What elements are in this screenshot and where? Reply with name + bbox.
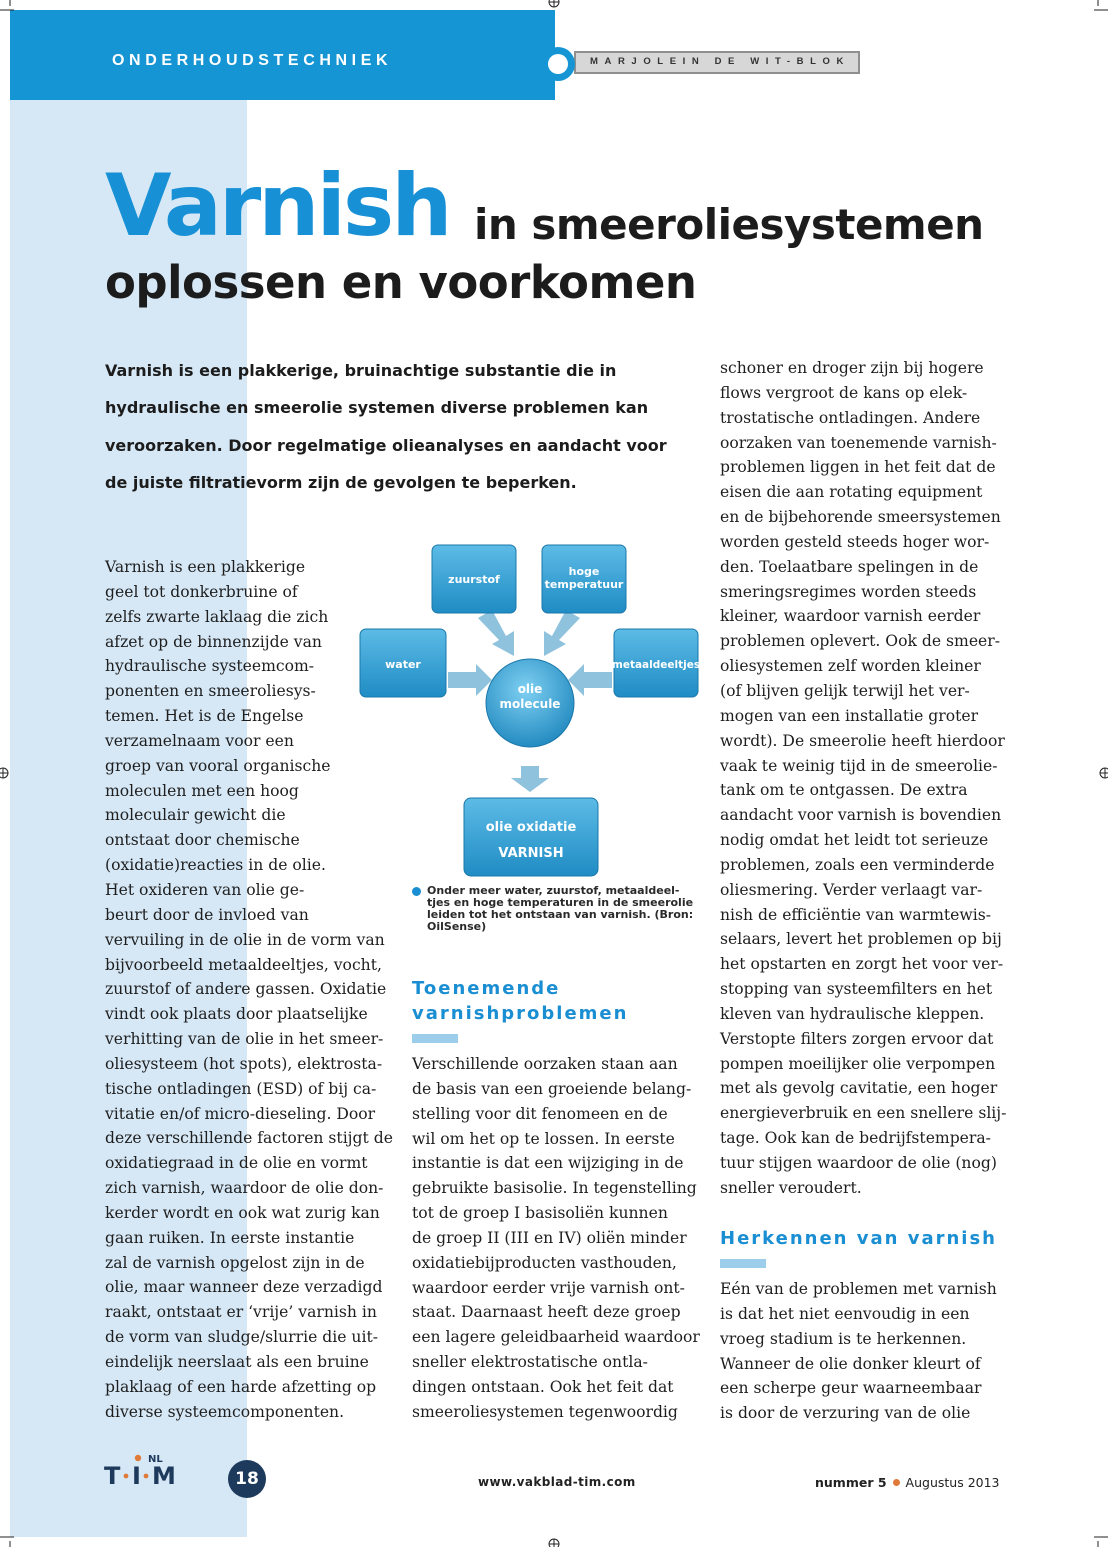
text-line: groep van vooral organische xyxy=(105,756,331,775)
text-line: stelling voor dit fenomeen en de xyxy=(412,1104,668,1123)
text-line: moleculen met een hoog xyxy=(105,781,299,800)
issue-dot-icon xyxy=(893,1479,900,1486)
caption-line: tjes en hoge temperaturen in de smeerolie xyxy=(427,896,694,909)
logo-dot-icon xyxy=(135,1455,141,1461)
text-line: tische ontladingen (ESD) of bij ca- xyxy=(105,1079,377,1098)
text-line: is dat het niet eenvoudig in een xyxy=(720,1304,970,1323)
text-line: worden gesteld steeds hoger wor- xyxy=(720,532,990,551)
text-line: sneller veroudert. xyxy=(720,1178,862,1197)
text-line: Varnish is een plakkerige xyxy=(105,558,306,576)
text-line: vaak te weinig tijd in de smeerolie- xyxy=(720,756,998,775)
text-line: met als gevolg cavitatie, een hoger xyxy=(720,1079,998,1098)
text-line: een scherpe geur waarneembaar xyxy=(720,1379,982,1398)
text-line: olie, maar wanneer deze verzadigd xyxy=(105,1278,383,1297)
intro-line: de juiste filtratievorm zijn de gevolgen te beperken. xyxy=(105,472,577,492)
text-line: moleculair gewicht die xyxy=(105,806,286,825)
text-line: vroeg stadium is te herkennen. xyxy=(720,1329,967,1348)
text-line: oliesysteem (hot spots), elektrosta- xyxy=(105,1054,383,1073)
issue-date: Augustus 2013 xyxy=(905,1475,1000,1490)
label-olie-oxidatie: olie oxidatie xyxy=(485,820,577,835)
text-line: tage. Ook kan de bedrijfstempera- xyxy=(720,1129,991,1148)
text-line: vitatie en/of micro-dieseling. Door xyxy=(105,1104,376,1123)
text-line: Wanneer de olie donker kleurt of xyxy=(720,1354,981,1373)
arrow-down xyxy=(511,766,549,792)
text-line: wil om het op te lossen. In eerste xyxy=(412,1129,675,1148)
text-line: diverse systeemcomponenten. xyxy=(105,1402,345,1421)
text-line: kerder wordt en ook wat zurig kan xyxy=(105,1203,380,1222)
text-line: pompen moeilijker olie verpompen xyxy=(720,1054,996,1073)
text-line: raakt, ontstaat er ‘vrije’ varnish in xyxy=(105,1303,377,1322)
intro-line: hydraulische en smeerolie systemen diverse problemen kan xyxy=(105,398,649,418)
text-line: stopping van systeemfilters en het xyxy=(720,980,993,999)
column-3-text xyxy=(720,356,1006,1201)
intro-paragraph xyxy=(105,352,690,501)
caption-line: OilSense) xyxy=(427,920,487,933)
text-line: vindt ook plaats door plaatselijke xyxy=(105,1005,368,1024)
text-line: deze verschillende factoren stijgt de xyxy=(105,1129,393,1148)
text-line: afzet op de binnenzijde van xyxy=(105,632,322,651)
text-line: bijvoorbeeld metaaldeeltjes, vocht, xyxy=(105,955,382,974)
text-line: Het oxideren van olie ge- xyxy=(105,880,305,899)
text-line: kleven van hydraulische kleppen. xyxy=(720,1004,985,1023)
section-heading-toenemende xyxy=(412,976,628,1043)
logo-nl: NL xyxy=(148,1454,163,1465)
text-line: eisen die aan rotating equipment xyxy=(720,483,983,502)
label-hoge: hoge xyxy=(568,565,600,578)
text-line: verzamelnaam voor een xyxy=(105,731,294,750)
text-line: problemen, zoals een verminderde xyxy=(720,855,995,874)
text-line: Verschillende oorzaken staan aan xyxy=(412,1055,678,1073)
text-line: nodig omdat het leidt tot serieuze xyxy=(720,831,989,850)
text-line: dingen ontstaan. Ook het feit dat xyxy=(412,1377,674,1396)
text-line: oorzaken van toenemende varnish- xyxy=(720,433,997,452)
box-olie-oxidatie xyxy=(464,798,598,876)
text-line: schoner en droger zijn bij hogere xyxy=(720,359,984,377)
author-name: MARJOLEIN DE WIT-BLOK xyxy=(590,56,850,67)
diagram-caption xyxy=(412,884,694,933)
heading-line: Herkennen van varnish xyxy=(720,1228,997,1249)
text-line: het opstarten en zorgt het voor ver- xyxy=(720,955,1004,974)
text-line: mogen van een installatie groter xyxy=(720,706,979,725)
text-line: wordt). De smeerolie heeft hierdoor xyxy=(720,731,1005,750)
text-line: tuur stijgen waardoor de olie (nog) xyxy=(720,1154,997,1172)
text-line: zuurstof of andere gassen. Oxidatie xyxy=(105,980,387,999)
text-line: trostatische ontladingen. Andere xyxy=(720,408,981,427)
text-line: een lagere geleidbaarheid waardoor xyxy=(412,1328,700,1347)
label-metaaldeeltjes: metaaldeeltjes xyxy=(611,659,701,671)
text-line: vervuiling in de olie in de vorm van xyxy=(105,930,385,949)
caption-line: Onder meer water, zuurstof, metaaldeel- xyxy=(427,884,680,897)
column-2-text xyxy=(412,1052,700,1425)
arrow-temp xyxy=(544,610,580,656)
text-line: zich varnish, waardoor de olie don- xyxy=(105,1179,384,1198)
label-molecule: molecule xyxy=(499,697,561,711)
text-line: problemen oplevert. Ook de smeer- xyxy=(720,632,1001,651)
section-label: ONDERHOUDSTECHNIEK xyxy=(112,52,393,69)
intro-line: Varnish is een plakkerige, bruinachtige substantie die in xyxy=(105,361,617,380)
arrow-metaal xyxy=(568,664,612,696)
text-line: beurt door de invloed van xyxy=(105,905,309,924)
heading-underline xyxy=(720,1259,766,1268)
text-line: hydraulische systeemcom- xyxy=(105,657,315,676)
text-line: tot de groep I basisoliën kunnen xyxy=(412,1204,668,1223)
text-line: energieverbruik en een snellere slij- xyxy=(720,1104,1007,1123)
oxidation-diagram xyxy=(358,540,702,882)
text-line: smeeroliesystemen tegenwoordig xyxy=(412,1402,678,1421)
text-line: flows vergroot de kans op elek- xyxy=(720,383,968,402)
text-line: aandacht voor varnish is bovendien xyxy=(720,806,1002,825)
arrow-zuurstof xyxy=(478,610,514,656)
text-line: oliesystemen zelf worden kleiner xyxy=(720,657,981,676)
text-line: is door de verzuring van de olie xyxy=(720,1404,971,1423)
text-line: gaan ruiken. In eerste instantie xyxy=(105,1228,355,1247)
text-line: waardoor eerder vrije varnish ont- xyxy=(412,1278,685,1297)
column-1-text xyxy=(105,555,393,1425)
text-line: geel tot donkerbruine of xyxy=(105,582,298,601)
text-line: selaars, levert het problemen op bij xyxy=(720,930,1002,949)
text-line: de groep II (III en IV) oliën minder xyxy=(412,1228,687,1247)
text-line: plaklaag of een harde afzetting op xyxy=(105,1377,377,1396)
text-line: kleiner, waardoor varnish eerder xyxy=(720,607,981,626)
text-line: nish de efficiëntie van warmtewis- xyxy=(720,905,992,924)
logo-letter-t: T xyxy=(104,1462,121,1490)
section-3-text xyxy=(720,1277,997,1426)
text-line: (oxidatie)reacties in de olie. xyxy=(105,856,326,875)
text-line: oliesmering. Verder verlaagt var- xyxy=(720,880,983,899)
text-line: gebruikte basisolie. In tegenstelling xyxy=(412,1179,697,1198)
text-line: temen. Het is de Engelse xyxy=(105,707,304,726)
label-water: water xyxy=(385,658,421,671)
text-line: ontstaat door chemische xyxy=(105,831,300,850)
text-line: eindelijk neerslaat als een bruine xyxy=(105,1353,369,1371)
text-line: ponenten en smeeroliesys- xyxy=(105,682,316,701)
label-olie: olie xyxy=(517,682,543,696)
logo-dot-icon xyxy=(124,1474,129,1479)
text-line: verhitting van de olie in het smeer- xyxy=(105,1030,384,1049)
text-line: en de bijbehorende smeersystemen xyxy=(720,508,1001,527)
footer-url: www.vakblad-tim.com xyxy=(478,1475,636,1489)
text-line: (of blijven gelijk terwijl het ver- xyxy=(720,681,970,700)
text-line: de vorm van sludge/slurrie die uit- xyxy=(105,1328,378,1347)
text-line: den. Toelaatbare spelingen in de xyxy=(720,557,979,576)
label-zuurstof: zuurstof xyxy=(448,573,500,586)
text-line: de basis van een groeiende belang- xyxy=(412,1079,692,1098)
label-temperatuur: temperatuur xyxy=(544,578,624,591)
logo-letter-m: M xyxy=(152,1462,176,1490)
section-heading-herkennen xyxy=(720,1226,997,1268)
text-line: tank om te ontgassen. De extra xyxy=(720,781,968,800)
text-line: staat. Daarnaast heeft deze groep xyxy=(412,1303,681,1322)
text-line: smeringsregimes worden steeds xyxy=(720,582,977,601)
logo-letter-i: I xyxy=(132,1462,141,1490)
title-subtitle: oplossen en voorkomen xyxy=(105,256,697,309)
text-line: oxidatiegraad in de olie en vormt xyxy=(105,1154,368,1173)
issue-number: nummer 5 xyxy=(815,1475,887,1490)
caption-line: leiden tot het ontstaan van varnish. (Bron: xyxy=(427,908,694,921)
text-line: Eén van de problemen met varnish xyxy=(720,1280,997,1298)
heading-line: varnishproblemen xyxy=(412,1003,629,1024)
text-line: problemen liggen in het feit dat de xyxy=(720,458,996,477)
tim-logo xyxy=(104,1452,184,1492)
heading-line: Toenemende xyxy=(412,978,561,999)
title-main: Varnish xyxy=(105,156,450,256)
text-line: Verstopte filters zorgen ervoor dat xyxy=(720,1029,994,1048)
heading-underline xyxy=(412,1034,458,1043)
text-line: zal de varnish opgelost zijn in de xyxy=(105,1253,365,1272)
footer-issue xyxy=(815,1475,1000,1490)
label-varnish: VARNISH xyxy=(498,846,564,861)
text-line: oxidatiebijproducten vasthouden, xyxy=(412,1253,677,1272)
text-line: sneller elektrostatische ontla- xyxy=(412,1353,648,1372)
logo-dot-icon xyxy=(144,1474,149,1479)
text-line: instantie is dat een wijziging in de xyxy=(412,1154,684,1173)
text-line: zelfs zwarte laklaag die zich xyxy=(105,607,329,626)
intro-line: veroorzaken. Door regelmatige olieanalyses en aandacht voor xyxy=(105,435,667,455)
arrow-water xyxy=(448,664,492,696)
title-rest: in smeeroliesystemen xyxy=(474,200,984,249)
page-number: 18 xyxy=(228,1460,266,1498)
